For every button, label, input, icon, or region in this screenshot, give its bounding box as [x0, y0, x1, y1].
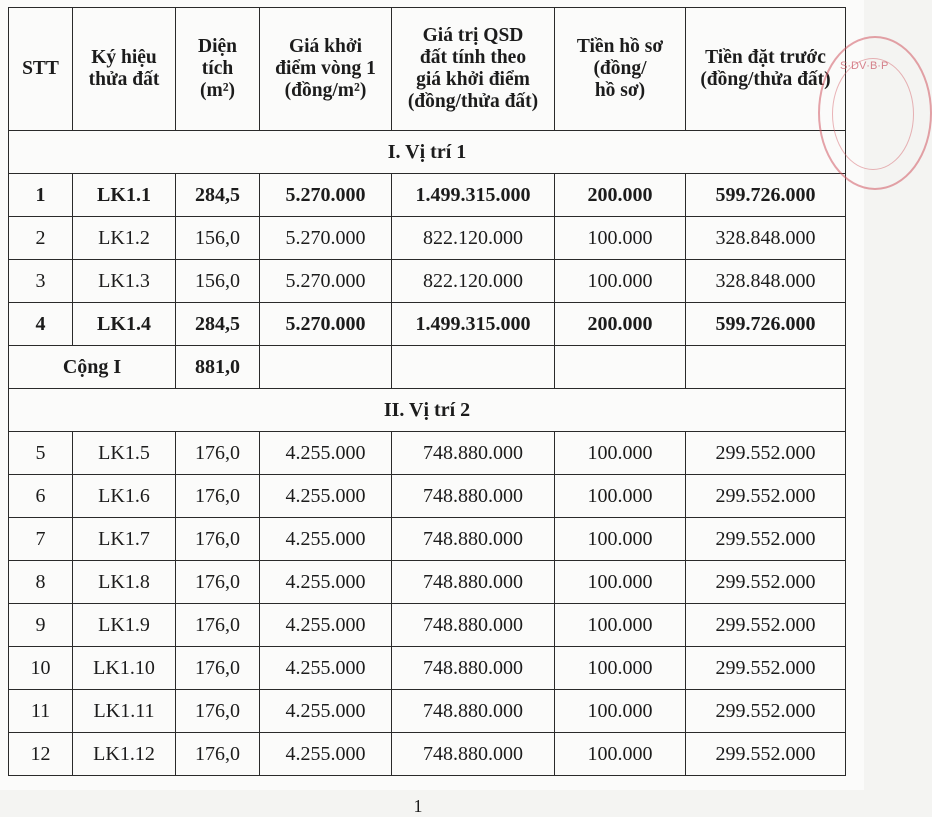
cell-dien-tich: 176,0	[176, 733, 260, 776]
table-row	[9, 733, 846, 776]
cell-tien-ho-so: 100.000	[555, 561, 686, 604]
cell-ky-hieu: LK1.5	[73, 432, 176, 475]
table-row	[9, 432, 846, 475]
header-dien-tich: Diện tích (m²)	[176, 8, 260, 131]
cell-stt: 10	[9, 647, 73, 690]
cell-dien-tich: 176,0	[176, 518, 260, 561]
cell-gia-khoi-diem: 5.270.000	[260, 260, 392, 303]
cell-tien-ho-so: 100.000	[555, 260, 686, 303]
header-gia-khoi-diem: Giá khởi điểm vòng 1 (đồng/m²)	[260, 8, 392, 131]
cell-ky-hieu: LK1.9	[73, 604, 176, 647]
cell-gia-khoi-diem: 4.255.000	[260, 647, 392, 690]
header-tien-dat-truoc: Tiền đặt trước (đồng/thửa đất)	[686, 8, 846, 131]
cell-dien-tich: 176,0	[176, 475, 260, 518]
table-body	[9, 131, 846, 776]
cell-tien-dat-truoc: 299.552.000	[686, 561, 846, 604]
cell-gia-tri-qsd: 1.499.315.000	[392, 303, 555, 346]
cell-tien-ho-so: 200.000	[555, 174, 686, 217]
cell-ky-hieu: LK1.10	[73, 647, 176, 690]
cell-ky-hieu: LK1.7	[73, 518, 176, 561]
cell-ky-hieu: LK1.12	[73, 733, 176, 776]
cell-dien-tich: 176,0	[176, 432, 260, 475]
cell-gia-tri-qsd: 748.880.000	[392, 518, 555, 561]
header-stt: STT	[9, 8, 73, 131]
cell-ky-hieu: LK1.1	[73, 174, 176, 217]
cell-ky-hieu: LK1.11	[73, 690, 176, 733]
cell-gia-khoi-diem: 4.255.000	[260, 690, 392, 733]
cell-tien-ho-so: 200.000	[555, 303, 686, 346]
table-row	[9, 561, 846, 604]
cell-dien-tich: 284,5	[176, 303, 260, 346]
cell-stt: 11	[9, 690, 73, 733]
total-empty-cell	[392, 346, 555, 389]
cell-gia-khoi-diem: 4.255.000	[260, 733, 392, 776]
cell-gia-khoi-diem: 4.255.000	[260, 475, 392, 518]
cell-stt: 5	[9, 432, 73, 475]
cell-stt: 2	[9, 217, 73, 260]
cell-gia-khoi-diem: 4.255.000	[260, 432, 392, 475]
page-number: 1	[413, 796, 423, 816]
total-empty-cell	[686, 346, 846, 389]
table-row	[9, 303, 846, 346]
cell-stt: 12	[9, 733, 73, 776]
cell-tien-dat-truoc: 299.552.000	[686, 475, 846, 518]
cell-gia-khoi-diem: 4.255.000	[260, 604, 392, 647]
cell-gia-khoi-diem: 5.270.000	[260, 174, 392, 217]
cell-gia-tri-qsd: 748.880.000	[392, 733, 555, 776]
table-row	[9, 475, 846, 518]
table-row	[9, 518, 846, 561]
cell-dien-tich: 284,5	[176, 174, 260, 217]
cell-stt: 8	[9, 561, 73, 604]
cell-gia-khoi-diem: 4.255.000	[260, 518, 392, 561]
section-header-row	[9, 131, 846, 174]
cell-gia-tri-qsd: 748.880.000	[392, 690, 555, 733]
header-ky-hieu: Ký hiệu thửa đất	[73, 8, 176, 131]
cell-tien-ho-so: 100.000	[555, 604, 686, 647]
cell-tien-dat-truoc: 299.552.000	[686, 690, 846, 733]
cell-gia-tri-qsd: 748.880.000	[392, 604, 555, 647]
land-auction-table	[8, 7, 846, 776]
cell-tien-dat-truoc: 599.726.000	[686, 303, 846, 346]
header-tien-ho-so: Tiền hồ sơ (đồng/ hồ sơ)	[555, 8, 686, 131]
cell-tien-ho-so: 100.000	[555, 690, 686, 733]
cell-stt: 9	[9, 604, 73, 647]
cell-gia-tri-qsd: 1.499.315.000	[392, 174, 555, 217]
cell-dien-tich: 176,0	[176, 604, 260, 647]
cell-dien-tich: 176,0	[176, 561, 260, 604]
cell-tien-ho-so: 100.000	[555, 733, 686, 776]
table-row	[9, 604, 846, 647]
cell-tien-ho-so: 100.000	[555, 647, 686, 690]
cell-tien-ho-so: 100.000	[555, 217, 686, 260]
cell-tien-dat-truoc: 328.848.000	[686, 260, 846, 303]
table-row	[9, 260, 846, 303]
cell-gia-tri-qsd: 748.880.000	[392, 475, 555, 518]
cell-gia-khoi-diem: 5.270.000	[260, 217, 392, 260]
cell-gia-tri-qsd: 748.880.000	[392, 647, 555, 690]
cell-tien-dat-truoc: 299.552.000	[686, 647, 846, 690]
cell-tien-dat-truoc: 299.552.000	[686, 518, 846, 561]
header-gia-tri-qsd: Giá trị QSD đất tính theo giá khởi điểm (đồng/thửa đất)	[392, 8, 555, 131]
cell-ky-hieu: LK1.6	[73, 475, 176, 518]
cell-gia-tri-qsd: 748.880.000	[392, 432, 555, 475]
cell-gia-tri-qsd: 822.120.000	[392, 217, 555, 260]
total-label: Cộng I	[9, 346, 176, 389]
cell-stt: 6	[9, 475, 73, 518]
total-empty-cell	[260, 346, 392, 389]
cell-dien-tich: 176,0	[176, 690, 260, 733]
total-row	[9, 346, 846, 389]
cell-stt: 7	[9, 518, 73, 561]
cell-ky-hieu: LK1.4	[73, 303, 176, 346]
cell-dien-tich: 156,0	[176, 217, 260, 260]
cell-tien-ho-so: 100.000	[555, 432, 686, 475]
table-header-row	[9, 8, 846, 131]
cell-dien-tich: 156,0	[176, 260, 260, 303]
cell-stt: 4	[9, 303, 73, 346]
cell-tien-dat-truoc: 328.848.000	[686, 217, 846, 260]
cell-gia-tri-qsd: 748.880.000	[392, 561, 555, 604]
cell-tien-ho-so: 100.000	[555, 475, 686, 518]
table-row	[9, 647, 846, 690]
cell-gia-tri-qsd: 822.120.000	[392, 260, 555, 303]
cell-dien-tich: 176,0	[176, 647, 260, 690]
table-row	[9, 217, 846, 260]
cell-ky-hieu: LK1.3	[73, 260, 176, 303]
cell-ky-hieu: LK1.8	[73, 561, 176, 604]
total-empty-cell	[555, 346, 686, 389]
cell-tien-ho-so: 100.000	[555, 518, 686, 561]
cell-stt: 1	[9, 174, 73, 217]
cell-stt: 3	[9, 260, 73, 303]
red-seal-lettering: S·DV·B·P	[840, 60, 889, 72]
section-title: I. Vị trí 1	[9, 131, 846, 174]
table-row	[9, 174, 846, 217]
cell-gia-khoi-diem: 4.255.000	[260, 561, 392, 604]
cell-gia-khoi-diem: 5.270.000	[260, 303, 392, 346]
cell-tien-dat-truoc: 299.552.000	[686, 604, 846, 647]
cell-tien-dat-truoc: 299.552.000	[686, 432, 846, 475]
cell-ky-hieu: LK1.2	[73, 217, 176, 260]
table-row	[9, 690, 846, 733]
cell-tien-dat-truoc: 599.726.000	[686, 174, 846, 217]
section-header-row	[9, 389, 846, 432]
section-title: II. Vị trí 2	[9, 389, 846, 432]
cell-tien-dat-truoc: 299.552.000	[686, 733, 846, 776]
total-dien-tich: 881,0	[176, 346, 260, 389]
